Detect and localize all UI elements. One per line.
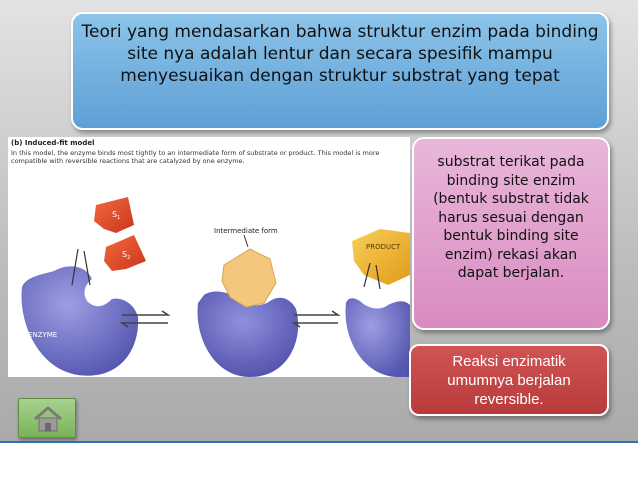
equilibrium-arrow-back-2 <box>294 323 338 327</box>
figure-heading: (b) Induced-fit model <box>11 139 95 147</box>
footer-bar <box>0 441 638 478</box>
reversible-note-text: Reaksi enzimatik umumnya berjalan reversible. <box>447 353 571 408</box>
label-enzyme: ENZYME <box>28 331 58 339</box>
enzyme-shape-right <box>345 298 410 377</box>
induced-fit-figure <box>8 137 410 377</box>
home-icon <box>31 405 65 433</box>
equilibrium-arrow-forward-2 <box>294 311 338 315</box>
label-s2: $S_2$ <box>122 250 131 261</box>
info-box <box>412 137 610 330</box>
info-text: substrat terikat pada binding site enzim (bentuk substrat tidak harus sesuai dengan bentuk binding site enzim) rekasi akan dapat berjalan. <box>433 154 589 281</box>
intermediate-pointer <box>244 235 248 247</box>
label-product: PRODUCT <box>366 243 401 251</box>
figure-caption: In this model, the enzyme binds most tightly to an intermediate form of substrate or product. This model is more compatible with reversible reactions that are catalyzed by one enzyme. <box>11 149 380 165</box>
title-box <box>71 12 609 130</box>
induced-fit-diagram <box>8 137 410 377</box>
product-shape <box>352 229 410 285</box>
label-intermediate-form: Intermediate form <box>214 227 278 235</box>
enzyme-shape-left <box>21 266 138 375</box>
reversible-note-box <box>409 344 609 416</box>
title-text: Teori yang mendasarkan bahwa struktur enzim pada binding site nya adalah lentur dan secara spesifik mampu menyesuaikan dengan struktur substrat yang tepat <box>81 22 599 86</box>
label-s1: $S_1$ <box>112 210 121 221</box>
home-button[interactable] <box>18 398 76 438</box>
